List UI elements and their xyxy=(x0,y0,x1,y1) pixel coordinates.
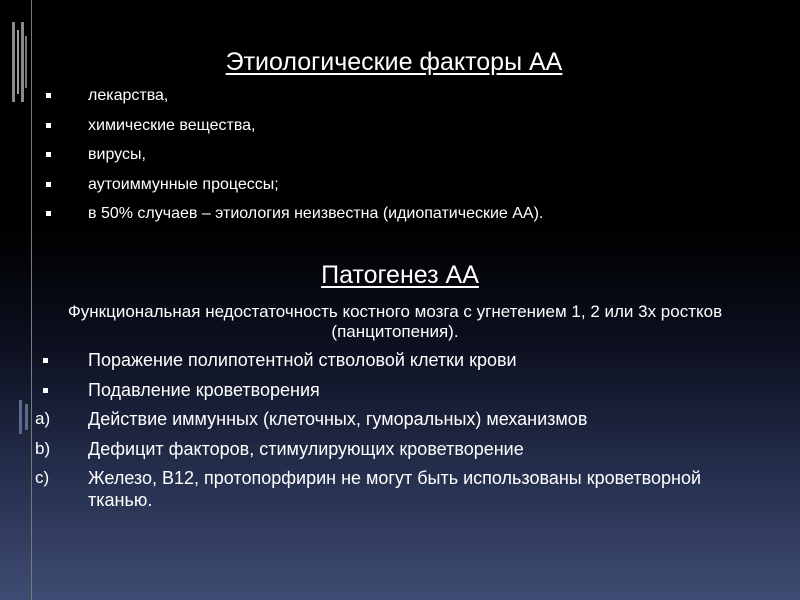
list-item-text: вирусы, xyxy=(88,146,146,163)
list-item xyxy=(0,145,543,175)
list-item-text: лекарства, xyxy=(88,87,169,104)
list-item xyxy=(0,86,543,116)
pathogenesis-intro: Функциональная недостаточность костного мозга с угнетением 1, 2 или 3х ростков (панцитопения). xyxy=(67,302,723,341)
list-item-text: Поражение полипотентной стволовой клетки крови xyxy=(88,350,517,370)
list-letter: a) xyxy=(35,409,51,429)
pathogenesis-title: Патогенез АА xyxy=(321,261,479,289)
list-item-text: аутоиммунные процессы; xyxy=(88,175,279,193)
list-item xyxy=(0,349,740,371)
list-letter: b) xyxy=(35,438,51,458)
square-bullet-icon xyxy=(46,182,51,187)
list-item xyxy=(0,116,543,146)
square-bullet-icon xyxy=(43,388,48,393)
list-item xyxy=(0,467,740,511)
list-item xyxy=(0,379,740,401)
pathogenesis-list xyxy=(0,349,740,519)
list-item xyxy=(0,438,740,460)
etiology-title: Этиологические факторы АА xyxy=(225,48,563,76)
list-item-text: в 50% случаев – этиология неизвестна (идиопатические АА). xyxy=(88,205,544,222)
list-item-text: Дефицит факторов, стимулирующих кроветворение xyxy=(88,438,524,459)
list-item xyxy=(0,175,543,205)
etiology-list xyxy=(0,86,543,234)
square-bullet-icon xyxy=(46,152,51,157)
square-bullet-icon xyxy=(46,211,51,216)
list-item-text: Железо, В12, протопорфирин не могут быть использованы кроветворной тканью. xyxy=(88,468,702,511)
list-item-text: химические вещества, xyxy=(88,116,256,134)
square-bullet-icon xyxy=(43,358,48,363)
square-bullet-icon xyxy=(46,93,51,98)
list-item xyxy=(0,408,740,430)
list-letter: c) xyxy=(35,468,50,488)
list-item-text: Действие иммунных (клеточных, гуморальных) механизмов xyxy=(88,409,588,430)
list-item-text: Подавление кроветворения xyxy=(88,379,320,400)
list-item xyxy=(0,204,543,234)
square-bullet-icon xyxy=(46,123,51,128)
